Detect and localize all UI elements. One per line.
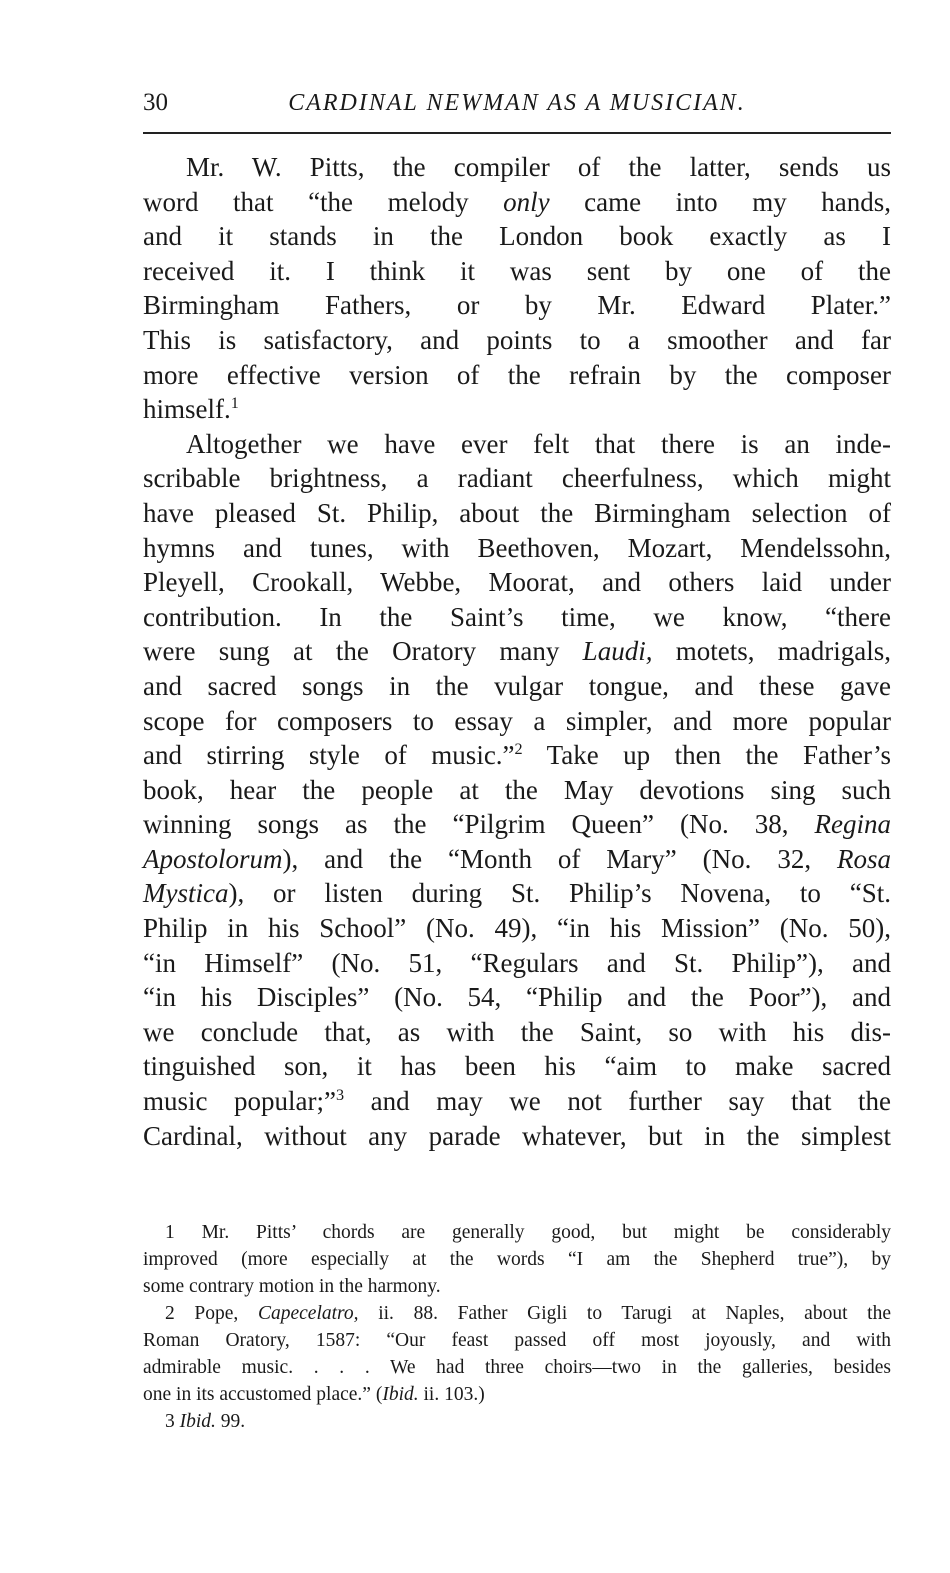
footnote-line: improved (more especially at the words “I am the Shepherd true”), by [143,1249,891,1270]
text-line: music popular;”$^3$ and may we not further say that the [143,1086,891,1117]
footnote-2 [143,1300,891,1408]
footnote-ref: 3 [336,1086,345,1105]
footnote-line: Roman Oratory, 1587: “Our feast passed off most joyously, and with [143,1330,891,1351]
footnote-line: admirable music. . . . We had three choirs—two in the galleries, besides [143,1357,891,1378]
text-line: scope for composers to essay a simpler, and more popular [143,705,891,736]
footnote-line: some contrary motion in the harmony. [143,1276,441,1297]
text-line: scribable brightness, a radiant cheerfulness, which might [143,463,891,494]
text-line: Cardinal, without any parade whatever, but in the simplest [143,1120,891,1151]
text-line: and stirring style of music.”$^2$ Take up then the Father’s [143,740,891,771]
text-line: contribution. In the Saint’s time, we know, “there [143,601,891,632]
text-line: “in his Disciples” (No. 54, “Philip and the Poor”), and [143,982,891,1013]
text-line: were sung at the Oratory many Laudi, motets, madrigals, [143,636,892,667]
paragraph-1 [143,150,891,427]
footnote-ref: 2 [514,740,523,759]
running-title: CARDINAL NEWMAN AS A MUSICIAN. [288,90,746,116]
text-line: and it stands in the London book exactly as I [143,221,891,252]
text-line: have pleased St. Philip, about the Birmingham selection of [143,497,891,528]
running-header [143,86,891,120]
text-line: Birmingham Fathers, or by Mr. Edward Plater.” [143,290,891,321]
text-line: word that “the melody only came into my hands, [143,186,892,217]
text-line: “in Himself” (No. 51, “Regulars and St. Philip”), and [143,947,891,978]
text-line: Pleyell, Crookall, Webbe, Moorat, and others laid under [143,567,891,598]
paragraph-2 [143,427,891,1153]
body-text [143,150,891,1153]
footnote-ref: 1 [230,394,239,413]
text-line: we conclude that, as with the Saint, so with his dis- [143,1016,891,1047]
page-number: 30 [143,89,168,116]
text-line: Apostolorum), and the “Month of Mary” (No. 32, Rosa [143,843,891,874]
text-line: winning songs as the “Pilgrim Queen” (No. 38, Regina [143,809,891,840]
footnote-line: 1 Mr. Pitts’ chords are generally good, but might be considerably [165,1222,891,1243]
text-line: hymns and tunes, with Beethoven, Mozart, Mendelssohn, [143,532,891,563]
footnote-1 [143,1219,891,1300]
text-line: and sacred songs in the vulgar tongue, and these gave [143,670,891,701]
text-line: himself.$^1$ [143,394,239,425]
text-line: Altogether we have ever felt that there is an inde- [186,428,891,459]
header-rule [143,132,891,134]
footnote-line: 2 Pope, Capecelatro, ii. 88. Father Gigli to Tarugi at Naples, about the [165,1303,891,1324]
text-line: more effective version of the refrain by the composer [143,359,891,390]
footnote-line: 3 Ibid. 99. [165,1411,246,1432]
text-line: received it. I think it was sent by one of the [143,255,891,286]
text-line: Mystica), or listen during St. Philip’s Novena, to “St. [143,878,891,909]
text-line: This is satisfactory, and points to a smoother and far [143,324,891,355]
footnote-3 [143,1408,891,1435]
text-line: book, hear the people at the May devotions sing such [143,774,891,805]
footnote-line: one in its accustomed place.” (Ibid. ii. 103.) [143,1384,485,1405]
footnotes [143,1219,891,1435]
text-line: tinguished son, it has been his “aim to make sacred [143,1051,891,1082]
text-line: Philip in his School” (No. 49), “in his Mission” (No. 50), [143,913,891,944]
text-line: Mr. W. Pitts, the compiler of the latter, sends us [186,152,891,182]
